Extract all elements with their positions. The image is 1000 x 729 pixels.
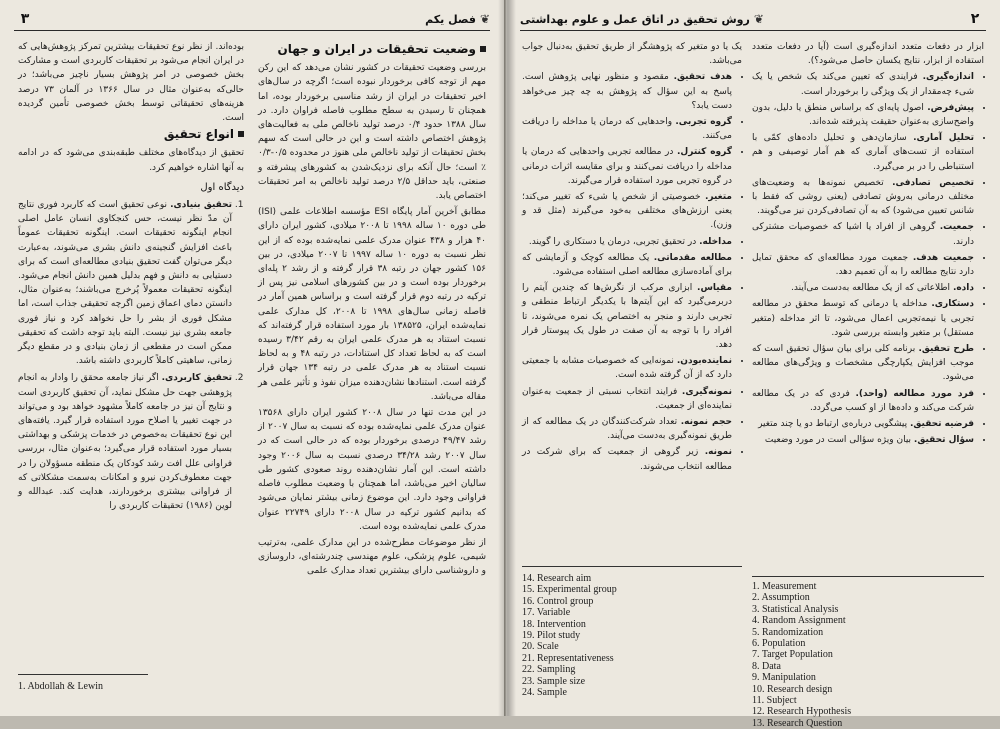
- footnote: 14. Research aim: [522, 573, 592, 584]
- subheading: دیدگاه اول: [200, 181, 244, 193]
- footnote: 1. Abdollah & Lewin: [18, 681, 103, 692]
- glossary-item: [522, 385, 732, 413]
- paragraph: ابزار در دفعات متعدد اندازه‌گیری است (آیا در دفعات متعدد استفاده از ابزار، نتایج یکسان حاصل می‌شود؟).: [752, 42, 984, 67]
- footnote: 19. Pilot study: [522, 630, 581, 642]
- footnote: 11. Subject: [752, 695, 797, 707]
- glossary-definition: اصول پایه‌ای که براساس منطق یا دلیل، بدون واضح‌سازی به‌عنوان حقیقت پذیرفته شده‌اند.: [752, 102, 974, 128]
- glossary-term: داده.: [952, 283, 974, 294]
- glossary-definition: واحدهایی که درمان یا مداخله را دریافت می‌کنند.: [522, 117, 732, 142]
- glossary-item: [752, 433, 974, 447]
- glossary-item: [752, 417, 974, 431]
- glossary-item: [522, 445, 732, 473]
- leaf-ornament-icon: ❦: [753, 12, 764, 26]
- glossary-term: طرح تحقیق.: [918, 344, 974, 355]
- footnote: 21. Representativeness: [522, 652, 614, 664]
- paragraph: یک یا دو متغیر که پژوهشگر از طریق تحقیق به‌دنبال جواب می‌باشد.: [522, 42, 742, 67]
- glossary-definition: جمعیت مورد مطالعه‌ای که محقق تمایل دارد نتایج مطالعه را به آن تعمیم دهد.: [752, 252, 974, 278]
- glossary-definition: تخصیص نمونه‌ها به وضعیت‌های مختلف درمانی به‌روش تصادفی (یعنی روشی که فقط با شانس تعیین می‌شود) که به آن تصادفی‌کردن نیز می‌گویند.: [752, 177, 974, 217]
- glossary-term: فرد مورد مطالعه (واحد).: [855, 388, 974, 399]
- glossary-term: مطالعه مقدماتی.: [653, 252, 732, 263]
- glossary-list: [522, 70, 742, 473]
- glossary-item: [752, 281, 974, 295]
- glossary-term: گروه تجربی.: [675, 117, 732, 128]
- glossary-term: نمونه.: [704, 447, 732, 458]
- list-item: [18, 198, 232, 368]
- glossary-definition: برنامه کلی برای بیان سؤال تحقیق است که موجب افزایش یکپارچگی مشخصات و ویژگی‌های مطالعه می‌شود.: [752, 344, 974, 383]
- glossary-definition: فرایند انتخاب نسبتی از جمعیت به‌عنوان نماینده‌ای از جمعیت.: [522, 386, 732, 411]
- glossary-definition: فرایندی که تعیین می‌کند یک شخص یا یک شیء چه‌مقدار از یک ویژگی را برخوردار است.: [752, 72, 974, 97]
- footnote: 4. Random Assignment: [752, 615, 846, 627]
- glossary-definition: بیان ویژه سؤالی است در مورد وضعیت: [764, 435, 912, 446]
- paragraph: بوده‌اند. از نظر نوع تحقیقات بیشترین تمرکز پژوهش‌هایی که در ایران انجام می‌شود بر تحقیقات کاربردی است و مشارکت بخش خصوصی در امر پژوهش بسیار ناچیز می‌باشد؛ در حالی‌که به‌عنوان مثال در سال ۱۳۶۶ در آلمان ۷۳ درصد هزینه‌های تحقیقاتی توسط بخش خصوصی تأمین گردیده است.: [18, 42, 244, 124]
- list-item-text: اگر نیاز جامعه محقق را وادار به انجام پژوهشی جهت حل مشکل نماید، آن تحقیق کاربردی است و نتایج آن نیز در جامعه کاملاً مشهود خواهد بود و می‌تواند در جهت تغییر یا اصلاح مورد استفاده قرار گیرد. یافته‌های این نوع تحقیقات به‌خصوص در خدمات پزشکی و بهداشتی بسیار مورد استفاده قرار می‌گیرد؛ به‌عنوان مثال، بررسی فراوانی علل افت رشد کودکان یک منطقه مسؤولان را در جهت معطوف‌کردن نیرو و امکانات به‌سمت مشکلاتی که از فراوانی بیشتری برخوردارند، هدایت کند. عبدالله و لوین (۱۹۸۶) تحقیقات کاربردی را: [18, 373, 232, 512]
- footnote: 3. Statistical Analysis: [752, 603, 839, 615]
- footnote: 7. Target Population: [752, 649, 833, 661]
- paragraph: مطابق آخرین آمار پایگاه ESI مؤسسه اطلاعات علمی (ISI) طی دوره ۱۰ ساله ۱۹۹۸ تا ۲۰۰۸ میلادی، کشور ایران دارای ۴۰ هزار و ۴۳۸ عنوان مدرک علمی نمایه‌شده بوده که از این نظر نسبت به دوره ۱۰ ساله ۱۹۹۷ تا ۲۰۰۷ میلادی، در بین ۱۵۶ کشور جهان در رتبه ۳۸ قرار گرفته و از رشد ۲ پله‌ای برخوردار بوده است و در بین کشورهای اسلامی نیز پس از ترکیه در رتبه دوم قرار گرفته است و براساس همین آمار در فاصله زمانی سال‌های ۱۹۹۸ تا ۲۰۰۸، کل مدارک علمی نمایه‌شده ایران، ۱۳۸۵۲۵ بار مورد استفاده قرار گرفته‌اند که نسبت استناد به هر مدرک علمی ایران به رقم ۳/۴۲ رسیده است که به لحاظ تعداد کل استنادات، در رتبه ۴۸ و به لحاظ نسبت استناد به هر مدرک علمی در رتبه ۱۳۴ جهان قرار گرفته است. استنادها نشان‌دهنده میزان نفوذ و تأثیر علمی هر مقاله می‌باشد.: [258, 207, 487, 402]
- glossary-definition: اطلاعاتی که از یک مطالعه به‌دست می‌آیند.: [791, 283, 951, 294]
- glossary-definition: گروهی از افراد یا اشیا که خصوصیات مشترکی دارند.: [752, 222, 974, 247]
- footnote: 12. Research Hypothesis: [752, 706, 852, 718]
- glossary-item: [752, 297, 974, 340]
- footnotes-right: [752, 581, 851, 729]
- glossary-item: [752, 101, 974, 129]
- glossary-definition: نمونه‌ایی که خصوصیات مشابه با جمعیتی دارد که از آن گرفته شده است.: [522, 356, 732, 381]
- footnote: 17. Variable: [522, 607, 571, 619]
- footnote-rule: [752, 576, 984, 577]
- running-title-text: روش تحقیق در اتاق عمل و علوم بهداشتی: [520, 12, 750, 26]
- glossary-item: [522, 190, 732, 233]
- numbered-list: [18, 198, 244, 513]
- right-page-column-left: [522, 40, 742, 560]
- glossary-item: [752, 342, 974, 385]
- glossary-term: مقیاس.: [697, 283, 732, 294]
- glossary-term: حجم نمونه.: [680, 417, 732, 428]
- glossary-definition: مداخله یا درمانی که توسط محقق در مطالعه تجربی یا نیمه‌تجربی اعمال می‌شود، تا اثر مداخله (متغیر مستقل) بر متغیر وابسته بررسی شود.: [752, 299, 974, 338]
- glossary-definition: در تحقیق تجربی، درمان یا دستکاری را گویند.: [528, 236, 697, 247]
- square-bullet-icon: [480, 46, 486, 52]
- left-page-column-left: [18, 40, 244, 668]
- footnote-rule: [18, 674, 148, 675]
- glossary-term: هدف تحقیق.: [673, 72, 732, 83]
- section-heading-text: وضعیت تحقیقات در ایران و جهان: [277, 42, 476, 56]
- list-item-text: نوعی تحقیق است که کاربرد فوری نتایج آن مدّ نظر نیست، حس کنجکاوی انسان عامل اصلی انجام اینگونه تحقیقات است. اینگونه تحقیقات عموماً باعث افزایش گنجینه‌ی دانش بشری می‌شوند، به‌عبارت دیگر می‌توان گفت تحقیق بنیادی مطالعه‌ای است که برای دستیابی به دانش و فهم بدلیل همین دانش انجام می‌شود. اینگونه تحقیقات معمولاً پُرخرج می‌باشند؛ به‌عنوان مثال، دانستن دمای اعماق زمین اگرچه تحقیقی جذاب است، اما مشکل فوری از بشر را حل نخواهد کرد و نیاز فوری جامعه بشری نیز نیست. البته باید توجه داشت که تحقیقی ممکن است در مقطعی از زمان بنیادی و در مقطع دیگر زمانی، ساهیتی کاملاً کاربردی داشته باشد.: [18, 200, 232, 367]
- glossary-item: [752, 70, 974, 98]
- square-bullet-icon: [238, 131, 244, 137]
- glossary-item: [522, 115, 732, 143]
- page-number: ۳: [20, 11, 30, 27]
- left-page-header: [14, 8, 490, 31]
- glossary-definition: در مطالعه تجربی واحدهایی که درمان یا مداخله را دریافت نمی‌کنند و برای مقایسه اثرات درمانی در گروه تجربی مورد استفاده قرار می‌گیرند.: [522, 147, 732, 186]
- section-heading: [18, 127, 244, 141]
- glossary-definition: پیشگویی درباره‌ی ارتباط دو یا چند متغیر: [758, 419, 908, 430]
- glossary-item: [522, 235, 732, 249]
- footnote: 23. Sample size: [522, 675, 586, 687]
- glossary-item: [752, 220, 974, 248]
- footnote: 15. Experimental group: [522, 584, 617, 596]
- running-title: [520, 12, 764, 26]
- glossary-definition: خصوصیتی از شخص یا شیء که تغییر می‌کند؛ یعنی ارزش‌های مختلفی به‌خود می‌گیرند (مثل قد و وزن).: [522, 192, 732, 231]
- list-item: [18, 371, 232, 513]
- chapter-label: فصل یکم: [425, 12, 476, 26]
- footnote: 22. Sampling: [522, 664, 576, 676]
- glossary-item: [522, 251, 732, 279]
- leaf-ornament-icon: ❦: [479, 12, 490, 26]
- glossary-term: تخصیص تصادفی.: [892, 177, 974, 188]
- glossary-item: [522, 281, 732, 352]
- paragraph: تحقیق از دیدگاه‌های مختلف طبقه‌بندی می‌شود که در ادامه به آنها اشاره خواهیم کرد.: [18, 148, 244, 173]
- glossary-definition: مقصود و منظور نهایی پژوهش است. پاسخ به این سؤال که پژوهش به چه چیز می‌خواهد دست یابد؟: [522, 72, 732, 111]
- right-page-header: [520, 8, 986, 31]
- footnote: 16. Control group: [522, 595, 594, 607]
- footnote: 20. Scale: [522, 641, 559, 653]
- glossary-term: نمونه‌گیری.: [681, 386, 732, 397]
- footnote: 9. Manipulation: [752, 672, 816, 684]
- footnote: 5. Randomization: [752, 626, 824, 638]
- list-item-term: تحقیق بنیادی.: [170, 200, 232, 211]
- footnotes-left: [522, 573, 617, 698]
- glossary-term: گروه کنترل.: [677, 147, 732, 158]
- glossary-term: جمعیت هدف.: [912, 252, 974, 263]
- glossary-definition: یک مطالعه کوچک و آزمایشی که برای آماده‌سازی مطالعه اصلی استفاده می‌شود.: [522, 252, 732, 278]
- left-page: [0, 0, 505, 716]
- chapter-title: [425, 12, 490, 26]
- paragraph: از نظر موضوعات مطرح‌شده در این مدارک علمی، به‌ترتیب شیمی، علوم پزشکی، علوم مهندسی چندرشته‌ای، داروسازی و داروشناسی دارای بیشترین تعداد مدارک علمی: [258, 537, 486, 577]
- glossary-item: [522, 354, 732, 382]
- paragraph: بررسی وضعیت تحقیقات در کشور نشان می‌دهد که این رکن مهم از توجه کافی برخوردار نبوده است؛ اگرچه در سال‌های اخیر تحقیقات در ایران از رشد مناسبی برخوردار بوده، اما همچنان تا رسیدن به سطح مطلوب فاصله فراوان دارد. در سال ۱۳۸۸ حدود ۰/۴ درصد تولید ناخالص ملی به فعالیت‌های پژوهش اختصاص داشته است و این در حالی است که سهم بخش تحقیقات از تولید ناخالص ملی هنوز در محدوده ۰/۵-۰/۳ ٪ است؛ حال آنکه برای نزدیک‌شدن به کشورهای پیشرفته و صنعتی، باید حداقل ۲/۵ درصد تولید ناخالص به امر تحقیقات اختصاص یابد.: [258, 63, 486, 202]
- footnote: 6. Population: [752, 638, 806, 650]
- left-page-column-right: [258, 40, 486, 706]
- section-heading-text: انواع تحقیق: [163, 127, 234, 142]
- glossary-item: [752, 251, 974, 279]
- glossary-definition: سازمان‌دهی و تحلیل داده‌های کمّی با استفاده از تست‌های آماری که هم آمار توصیفی و هم استنباطی را در بر می‌گیرد.: [752, 133, 974, 172]
- glossary-item: [522, 145, 732, 188]
- glossary-definition: ابزاری مرکب از نگرش‌ها که چندین آیتم را دربرمی‌گیرد که این آیتم‌ها با یکدیگر ارتباط منطقی و تجربی دارند و منجر به اختصاص یک نمره می‌شوند، تا افراد را با توجه به آن صفت در طول یک پیوستار قرار دهد.: [522, 283, 732, 351]
- glossary-item: [752, 131, 974, 174]
- glossary-item: [752, 387, 974, 415]
- page-number: ۲: [970, 11, 980, 27]
- footnote: 10. Research design: [752, 683, 833, 695]
- glossary-term: نماینده‌بودن.: [676, 356, 732, 367]
- glossary-definition: تعداد شرکت‌کنندگان در یک مطالعه که از طریق نمونه‌گیری به‌دست می‌آیند.: [522, 417, 732, 442]
- glossary-term: متغیر.: [704, 192, 732, 203]
- footnotes: [18, 681, 103, 692]
- paragraph: در این مدت تنها در سال ۲۰۰۸ کشور ایران دارای ۱۳۵۶۸ عنوان مدرک علمی نمایه‌شده بوده که نسبت به سال ۲۰۰۷ از رشد ۴۹/۴۷ درصدی برخوردار بوده که در حالی است که در سال ۲۰۰۷ رشد ۳۴/۲۸ درصدی نسبت به سال ۲۰۰۶ وجود داشته است. این آمار نشان‌دهنده روند صعودی کشور طی سالیان اخیر می‌باشد، اما همچنان با وضعیت مطلوب فاصله فراوانی وجود دارد. این موضوع زمانی بیشتر نمایان می‌شود که بدانیم کشور ترکیه در سال ۲۰۰۸ دارای ۲۲۷۴۹ عنوان مدرک علمی نمایه‌شده بوده است.: [258, 408, 486, 532]
- glossary-term: فرضیه تحقیق.: [909, 419, 974, 430]
- glossary-term: مداخله.: [699, 236, 732, 247]
- glossary-item: [752, 176, 974, 219]
- list-item-term: تحقیق کاربردی.: [161, 373, 232, 384]
- glossary-term: جمعیت.: [939, 222, 974, 233]
- glossary-item: [522, 70, 732, 113]
- glossary-definition: فردی که در یک مطالعه شرکت می‌کند و داده‌ها از او کسب می‌گردد.: [752, 388, 974, 413]
- glossary-term: پیش‌فرض.: [927, 102, 974, 113]
- section-heading: [258, 42, 486, 56]
- glossary-definition: زیر گروهی از جمعیت که برای شرکت در مطالعه انتخاب می‌شوند.: [522, 447, 732, 472]
- glossary-term: تحلیل آماری.: [913, 133, 974, 144]
- glossary-list: [752, 70, 984, 447]
- footnote: 24. Sample: [522, 687, 567, 699]
- footnote: 8. Data: [752, 660, 781, 672]
- footnote: 18. Intervention: [522, 618, 586, 630]
- footnote: 2. Assumption: [752, 592, 810, 604]
- right-page-column-right: [752, 40, 984, 560]
- glossary-term: اندازه‌گیری.: [922, 72, 974, 83]
- right-page: [506, 0, 1000, 729]
- footnote: 13. Research Question: [752, 717, 843, 729]
- glossary-term: دستکاری.: [931, 299, 974, 310]
- glossary-term: سؤال تحقیق.: [913, 435, 974, 446]
- footnote: 1. Measurement: [752, 581, 817, 592]
- footnote-rule: [522, 566, 742, 567]
- glossary-item: [522, 415, 732, 443]
